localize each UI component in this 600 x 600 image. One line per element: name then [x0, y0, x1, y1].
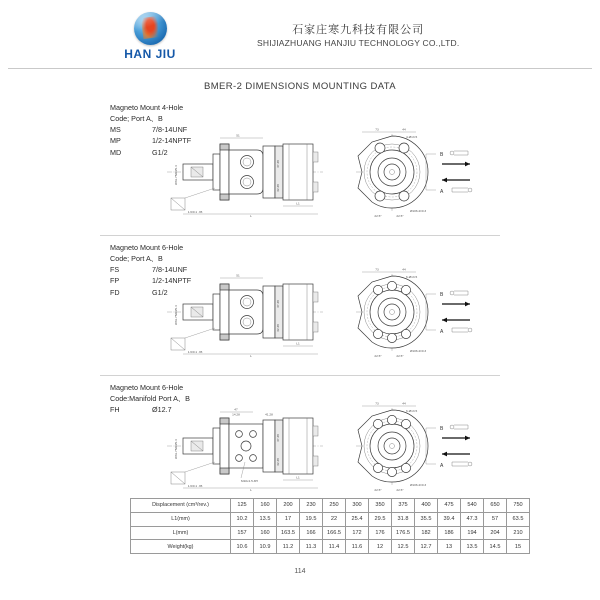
- end-view-drawing-1: [348, 120, 483, 220]
- table-cell: 157: [231, 526, 254, 540]
- table-cell: 13: [438, 540, 461, 554]
- table-cell: 29.5: [369, 512, 392, 526]
- table-cell: 400: [415, 499, 438, 513]
- angle-left-2: 22.5°: [374, 354, 382, 358]
- table-cell: 13.5: [254, 512, 277, 526]
- seal-note-2: Ø106.4±0.3: [410, 349, 427, 353]
- angle-right-2: 22.5°: [396, 354, 404, 358]
- bolt-note-1: 4-Ø13.5: [406, 135, 418, 139]
- table-cell: 31.8: [392, 512, 415, 526]
- table-cell: 15: [507, 540, 530, 554]
- dim-key-2: 1.6/0.1 .35: [187, 350, 203, 354]
- page-number: 114: [294, 568, 306, 575]
- table-row: [131, 526, 530, 540]
- section-magneto-4-hole: [0, 102, 600, 234]
- table-cell: 11.6: [346, 540, 369, 554]
- table-cell: 186: [438, 526, 461, 540]
- table-cell: 300: [346, 499, 369, 513]
- table-cell: 204: [484, 526, 507, 540]
- code-2-2: FD: [110, 287, 120, 297]
- seal-note-3: Ø106.4±0.3: [410, 483, 427, 487]
- dim-top-3: 47: [234, 407, 238, 412]
- table-cell: 11.4: [323, 540, 346, 554]
- side-view-drawing-2: [165, 270, 325, 358]
- table-cell: 540: [461, 499, 484, 513]
- table-cell: 14.5: [484, 540, 507, 554]
- table-cell: 13.5: [461, 540, 484, 554]
- table-cell: 350: [369, 499, 392, 513]
- side-view-drawing-1: [165, 130, 325, 218]
- table-cell: 10.6: [231, 540, 254, 554]
- code-header-3: Code:Manifold Port A、B: [110, 394, 190, 404]
- code-2-0: FS: [110, 265, 120, 275]
- port-a-label-3: A: [440, 463, 444, 469]
- table-cell: 200: [277, 499, 300, 513]
- port-1-1: 1/2-14NPTF: [152, 136, 192, 146]
- manifold-note-3: M10x1.5-8H: [241, 479, 258, 483]
- dim-l-1: L: [250, 214, 252, 218]
- table-cell: 166: [300, 526, 323, 540]
- code-3-0: FH: [110, 405, 120, 415]
- angle-right-3: 22.5°: [396, 488, 404, 492]
- code-1-2: MD: [110, 147, 122, 157]
- table-cell: 47.3: [461, 512, 484, 526]
- bolt-note-2: 6-Ø13.5: [406, 275, 418, 279]
- dim-top3-3: 41.28: [265, 412, 273, 417]
- company-name-en: SHIJIAZHUANG HANJIU TECHNOLOGY CO.,LTD.: [257, 37, 460, 48]
- table-cell: 125: [231, 499, 254, 513]
- table-cell: 17: [277, 512, 300, 526]
- table-cell: 12.5: [392, 540, 415, 554]
- dim-shaft-3: Ø31.75/Ø25.4: [174, 439, 178, 459]
- table-cell: 172: [346, 526, 369, 540]
- dim-right-3: 44: [402, 401, 406, 406]
- table-cell: 25.4: [346, 512, 369, 526]
- dim-key-3: 1.6/0.1 .35: [187, 484, 203, 488]
- section-manifold-6-hole: [0, 382, 600, 500]
- angle-left-3: 22.5°: [374, 488, 382, 492]
- dim-top-2: 51: [236, 273, 240, 278]
- section-divider-2: [100, 375, 500, 376]
- table-cell: 10.9: [254, 540, 277, 554]
- port-a-label-1: A: [440, 189, 444, 195]
- table-cell: 650: [484, 499, 507, 513]
- section-title-1: Magneto Mount 4-Hole: [110, 103, 184, 112]
- dim-top2-3: 14.28: [232, 412, 240, 417]
- dimensions-table: [130, 498, 530, 554]
- table-cell: 160: [254, 499, 277, 513]
- dim-left-1: 73: [375, 127, 379, 132]
- dim-right-2: 44: [402, 267, 406, 272]
- port-3-0: Ø12.7: [152, 405, 172, 415]
- seal-note-1: Ø106.4±0.3: [410, 209, 427, 213]
- table-cell: 182: [415, 526, 438, 540]
- table-cell: 750: [507, 499, 530, 513]
- section-magneto-6-hole: [0, 242, 600, 374]
- svg-text:32.38: 32.38: [276, 184, 280, 192]
- code-header-1: Code; Port A、B: [110, 114, 163, 124]
- table-cell: 35.5: [415, 512, 438, 526]
- table-cell: 166.5: [323, 526, 346, 540]
- port-2-2: G1/2: [152, 287, 168, 297]
- brand-logo: [95, 12, 205, 61]
- table-cell: 163.5: [277, 526, 300, 540]
- table-row-label: Displacement (cm³/rev.): [131, 499, 231, 513]
- angle-right-1: 22.5°: [396, 214, 404, 218]
- dimensions-table-wrap: [130, 498, 530, 554]
- table-row-label: L1(mm): [131, 512, 231, 526]
- port-1-2: G1/2: [152, 147, 168, 157]
- dim-shaft-2: Ø31.75/Ø25.4: [174, 305, 178, 325]
- table-cell: 12.7: [415, 540, 438, 554]
- table-row: [131, 512, 530, 526]
- table-row: [131, 499, 530, 513]
- bolt-note-3: 6-Ø13.5: [406, 409, 418, 413]
- table-cell: 10.2: [231, 512, 254, 526]
- port-2-0: 7/8-14UNF: [152, 265, 188, 275]
- table-cell: 176: [369, 526, 392, 540]
- table-row-label: L(mm): [131, 526, 231, 540]
- table-cell: 39.4: [438, 512, 461, 526]
- table-cell: 475: [438, 499, 461, 513]
- globe-icon: [134, 12, 167, 45]
- table-cell: 57: [484, 512, 507, 526]
- table-body: [131, 499, 530, 554]
- end-view-drawing-2: [348, 260, 483, 360]
- svg-text:32.38: 32.38: [276, 458, 280, 466]
- page-title: BMER-2 DIMENSIONS MOUNTING DATA: [203, 81, 397, 92]
- section-title-2: Magneto Mount 6-Hole: [110, 243, 184, 252]
- table-row-label: Weight(kg): [131, 540, 231, 554]
- table-cell: 194: [461, 526, 484, 540]
- dim-l1-1: L1: [296, 201, 300, 206]
- section-divider-1: [100, 235, 500, 236]
- table-cell: 250: [323, 499, 346, 513]
- table-cell: 375: [392, 499, 415, 513]
- angle-left-1: 22.5°: [374, 214, 382, 218]
- table-row: [131, 540, 530, 554]
- header-divider: [8, 68, 592, 69]
- code-1-0: MS: [110, 125, 121, 135]
- side-view-drawing-3: [165, 404, 325, 492]
- table-cell: 176.5: [392, 526, 415, 540]
- company-name: [257, 23, 459, 49]
- dim-l1-3: L1: [296, 475, 300, 480]
- page-header: [0, 0, 600, 64]
- end-view-drawing-3: [348, 394, 483, 494]
- dim-l-3: L: [250, 488, 252, 492]
- logo-text: HAN JIU: [124, 46, 176, 61]
- code-header-2: Code; Port A、B: [110, 254, 163, 264]
- table-cell: 11.3: [300, 540, 323, 554]
- table-cell: 160: [254, 526, 277, 540]
- dim-shaft-1: Ø31.75/Ø25.4: [174, 165, 178, 185]
- table-cell: 19.5: [300, 512, 323, 526]
- port-2-1: 1/2-14NPTF: [152, 276, 192, 286]
- dim-l-2: L: [250, 354, 252, 358]
- table-cell: 210: [507, 526, 530, 540]
- table-cell: 63.5: [507, 512, 530, 526]
- port-a-label-2: A: [440, 329, 444, 335]
- code-2-1: FP: [110, 276, 120, 286]
- dim-l1-2: L1: [296, 341, 300, 346]
- dim-left-3: 73: [375, 401, 379, 406]
- table-cell: 22: [323, 512, 346, 526]
- section-title-3: Magneto Mount 6-Hole: [110, 383, 184, 392]
- port-1-0: 7/8-14UNF: [152, 125, 188, 135]
- table-cell: 11.2: [277, 540, 300, 554]
- dim-top-1: 51: [236, 133, 240, 138]
- svg-text:37.38: 37.38: [276, 300, 280, 308]
- dim-key-1: 1.6/0.1 .35: [187, 210, 203, 214]
- dim-right-1: 44: [402, 127, 406, 132]
- dim-left-2: 73: [375, 267, 379, 272]
- code-1-1: MP: [110, 136, 121, 146]
- svg-text:37.38: 37.38: [276, 160, 280, 168]
- port-b-label-1: B: [440, 152, 444, 158]
- table-cell: 230: [300, 499, 323, 513]
- svg-text:32.38: 32.38: [276, 324, 280, 332]
- port-b-label-3: B: [440, 426, 444, 432]
- svg-text:37.38: 37.38: [276, 434, 280, 442]
- table-cell: 12: [369, 540, 392, 554]
- port-b-label-2: B: [440, 292, 444, 298]
- company-name-cn: 石家庄寒九科技有限公司: [292, 23, 425, 36]
